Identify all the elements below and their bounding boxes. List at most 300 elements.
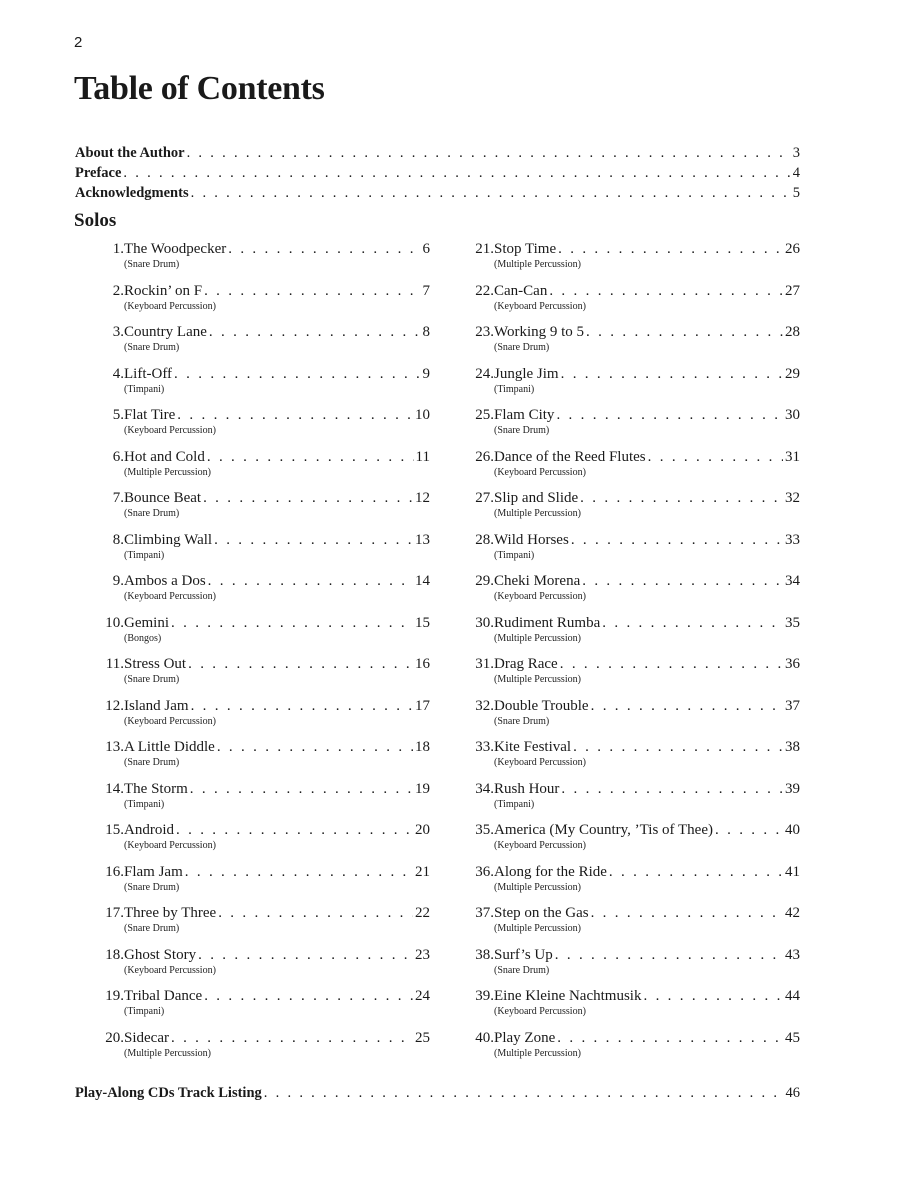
solo-entry-line	[90, 282, 430, 301]
toc-entry-page: 46	[785, 1085, 800, 1101]
solo-entry[interactable]	[460, 365, 800, 407]
solo-instrument: (Snare Drum)	[124, 881, 180, 893]
solo-entry[interactable]	[460, 572, 800, 614]
solo-entry[interactable]	[90, 614, 430, 656]
solo-number: 39.	[475, 988, 494, 1004]
dot-leader	[560, 655, 783, 674]
solo-instrument: (Multiple Percussion)	[494, 1047, 581, 1059]
solo-instrument: (Snare Drum)	[124, 757, 180, 768]
solo-title: Dance of the Reed Flutes	[494, 448, 646, 465]
solo-entry-line	[90, 531, 430, 550]
solo-instrument: (Multiple Percussion)	[124, 1047, 211, 1059]
solo-entry[interactable]	[460, 323, 800, 365]
dot-leader	[561, 365, 783, 384]
solo-number: 36.	[475, 863, 494, 880]
solo-entry[interactable]	[90, 821, 430, 863]
solo-title: America (My Country, ’Tis of Thee)	[494, 822, 713, 838]
dot-leader	[204, 282, 420, 301]
solo-page: 16	[415, 656, 430, 672]
solo-instrument: (Timpani)	[494, 798, 535, 810]
dot-leader	[191, 697, 413, 716]
solo-number: 12.	[105, 697, 124, 714]
solo-page: 35	[785, 614, 800, 631]
solo-page: 14	[415, 573, 430, 589]
solo-entry-line	[460, 904, 800, 923]
solo-number: 25.	[475, 407, 494, 423]
solo-entry-line	[460, 614, 800, 633]
solo-number: 33.	[475, 739, 494, 755]
solo-instrument: (Snare Drum)	[494, 964, 550, 976]
solo-entry[interactable]	[90, 904, 430, 946]
solo-entry[interactable]	[90, 987, 430, 1029]
solos-column-left	[90, 240, 430, 1070]
solo-number: 8.	[112, 531, 124, 548]
solo-entry[interactable]	[90, 448, 430, 490]
solo-number: 14.	[105, 780, 124, 797]
solo-title: Sidecar	[124, 1029, 169, 1046]
solo-page: 44	[785, 988, 800, 1004]
solo-instrument: (Keyboard Percussion)	[124, 591, 216, 602]
solo-instrument: (Snare Drum)	[124, 923, 180, 934]
solo-page: 13	[415, 531, 430, 548]
dot-leader	[208, 572, 413, 591]
solo-number: 6.	[112, 448, 124, 465]
solo-page: 36	[785, 656, 800, 672]
solo-entry-line	[460, 655, 800, 674]
solo-title: Flam Jam	[124, 863, 183, 880]
solo-entry-line	[460, 240, 800, 259]
solo-instrument: (Keyboard Percussion)	[124, 300, 216, 312]
solo-entry[interactable]	[460, 448, 800, 490]
solo-entry[interactable]	[90, 365, 430, 407]
solo-number: 10.	[105, 614, 124, 631]
solo-instrument: (Timpani)	[124, 383, 165, 395]
solo-page: 29	[785, 365, 800, 382]
solo-title: The Woodpecker	[124, 241, 227, 257]
solo-entry-line	[90, 987, 430, 1006]
solo-entry-line	[90, 240, 430, 259]
solo-instrument: (Keyboard Percussion)	[494, 840, 586, 851]
dot-leader	[555, 946, 783, 965]
toc-entry-label: Preface	[75, 165, 122, 181]
solo-entry[interactable]	[460, 240, 800, 282]
solo-title: Rush Hour	[494, 780, 560, 797]
solo-page: 10	[415, 407, 430, 423]
solo-page: 34	[785, 573, 800, 589]
solo-title: Kite Festival	[494, 739, 572, 755]
solo-entry-line	[460, 697, 800, 716]
dot-leader	[187, 143, 791, 163]
solo-title: Cheki Morena	[494, 573, 581, 589]
solo-entry-line	[460, 282, 800, 301]
solo-entry-line	[90, 489, 430, 508]
solo-entry[interactable]	[90, 780, 430, 822]
solo-title: Hot and Cold	[124, 448, 205, 465]
solo-number: 30.	[475, 614, 494, 631]
solo-entry[interactable]	[460, 614, 800, 656]
dot-leader	[586, 323, 783, 342]
solo-number: 31.	[475, 656, 494, 672]
solo-page: 25	[415, 1029, 430, 1046]
solo-entry-line	[90, 365, 430, 384]
solo-entry[interactable]	[90, 240, 430, 282]
solo-entry-line	[460, 946, 800, 965]
solo-number: 21.	[475, 241, 494, 257]
solo-entry-line	[90, 448, 430, 467]
toc-entry-label: About the Author	[75, 145, 185, 161]
solo-page: 30	[785, 407, 800, 423]
dot-leader	[609, 863, 783, 882]
dot-leader	[571, 531, 783, 550]
solo-entry-line	[460, 365, 800, 384]
dot-leader	[591, 697, 783, 716]
solo-entry-line	[90, 1029, 430, 1048]
solo-entry[interactable]	[90, 946, 430, 988]
solo-page: 43	[785, 946, 800, 963]
toc-entry-page: 5	[792, 185, 800, 201]
solo-instrument: (Snare Drum)	[494, 425, 550, 436]
solo-instrument: (Timpani)	[124, 549, 165, 561]
solo-instrument: (Snare Drum)	[494, 715, 550, 727]
solo-entry-line	[460, 572, 800, 591]
solo-number: 23.	[475, 324, 494, 340]
solo-title: Flam City	[494, 407, 555, 423]
solo-entry[interactable]	[460, 780, 800, 822]
solo-page: 15	[415, 614, 430, 631]
solo-entry[interactable]	[460, 406, 800, 448]
solo-entry[interactable]	[460, 282, 800, 324]
solo-title: Island Jam	[124, 697, 189, 714]
solo-number: 11.	[105, 656, 124, 672]
solo-page: 27	[785, 282, 800, 299]
solo-title: Play Zone	[494, 1029, 556, 1046]
dot-leader	[171, 614, 413, 633]
solo-page: 19	[415, 780, 430, 797]
dot-leader	[591, 904, 783, 923]
toc-entry-track-listing[interactable]	[75, 1083, 800, 1103]
solo-number: 1.	[112, 241, 124, 257]
solo-title: Step on the Gas	[494, 905, 589, 921]
solo-number: 3.	[112, 324, 124, 340]
solo-page: 41	[785, 863, 800, 880]
solo-title: Jungle Jim	[494, 365, 559, 382]
dot-leader	[715, 821, 783, 840]
solo-instrument: (Multiple Percussion)	[494, 923, 581, 934]
solo-number: 38.	[475, 946, 494, 963]
solo-number: 15.	[105, 822, 124, 838]
solo-entry[interactable]	[460, 821, 800, 863]
solo-number: 13.	[105, 739, 124, 755]
solo-title: Bounce Beat	[124, 490, 202, 506]
solo-number: 9.	[112, 573, 124, 589]
solo-entry-line	[460, 406, 800, 425]
solo-page: 45	[785, 1029, 800, 1046]
dot-leader	[209, 323, 421, 342]
solo-title: Flat Tire	[124, 407, 176, 423]
dot-leader	[557, 1029, 783, 1048]
solo-page: 37	[785, 697, 800, 714]
solo-page: 38	[785, 739, 800, 755]
solo-title: Eine Kleine Nachtmusik	[494, 988, 642, 1004]
solo-entry-line	[460, 448, 800, 467]
dot-leader	[558, 240, 783, 259]
solo-title: Country Lane	[124, 324, 207, 340]
solo-instrument: (Multiple Percussion)	[494, 674, 581, 685]
solo-entry-line	[90, 904, 430, 923]
solo-entry[interactable]	[460, 697, 800, 739]
solo-instrument: (Keyboard Percussion)	[494, 591, 586, 602]
solo-page: 28	[785, 324, 800, 340]
solo-entry-line	[90, 946, 430, 965]
dot-leader	[556, 406, 783, 425]
dot-leader	[643, 987, 783, 1006]
dot-leader	[176, 821, 413, 840]
solo-instrument: (Keyboard Percussion)	[124, 715, 216, 727]
solo-instrument: (Timpani)	[494, 549, 535, 561]
solo-entry-line	[460, 863, 800, 882]
solo-instrument: (Multiple Percussion)	[494, 632, 581, 644]
solo-instrument: (Timpani)	[124, 1006, 165, 1017]
solo-title: Ambos a Dos	[124, 573, 206, 589]
solo-instrument: (Snare Drum)	[124, 342, 180, 353]
solo-entry[interactable]	[460, 863, 800, 905]
dot-leader	[217, 738, 413, 757]
solo-instrument: (Multiple Percussion)	[494, 508, 581, 519]
solo-entry-line	[460, 821, 800, 840]
solo-title: A Little Diddle	[124, 739, 215, 755]
solo-instrument: (Bongos)	[124, 632, 162, 644]
solo-page: 9	[422, 365, 430, 382]
solo-entry-line	[90, 780, 430, 799]
solo-entry-line	[90, 406, 430, 425]
solo-entry-line	[460, 531, 800, 550]
toc-entry-preface[interactable]	[75, 163, 800, 183]
solo-instrument: (Snare Drum)	[124, 674, 180, 685]
solo-instrument: (Keyboard Percussion)	[494, 757, 586, 768]
solo-page: 26	[785, 241, 800, 257]
solo-number: 5.	[112, 407, 124, 423]
solo-page: 18	[415, 739, 430, 755]
solo-number: 26.	[475, 448, 494, 465]
solo-title: Three by Three	[124, 905, 217, 921]
solo-title: Ghost Story	[124, 946, 197, 963]
solo-instrument: (Multiple Percussion)	[494, 881, 581, 893]
dot-leader	[582, 572, 783, 591]
solo-page: 24	[415, 988, 430, 1004]
solo-title: The Storm	[124, 780, 188, 797]
solo-entry[interactable]	[460, 946, 800, 988]
solo-page: 8	[422, 324, 430, 340]
dot-leader	[580, 489, 783, 508]
solo-entry[interactable]	[460, 531, 800, 573]
dot-leader	[171, 1029, 413, 1048]
solo-entry-line	[90, 697, 430, 716]
solo-entry[interactable]	[460, 738, 800, 780]
solo-number: 35.	[475, 822, 494, 838]
solo-entry-line	[90, 821, 430, 840]
solo-page: 31	[785, 448, 800, 465]
solo-page: 22	[415, 905, 430, 921]
dot-leader	[198, 946, 413, 965]
toc-entry-page: 3	[792, 145, 800, 161]
solo-entry[interactable]	[90, 282, 430, 324]
solo-number: 32.	[475, 697, 494, 714]
dot-leader	[214, 531, 413, 550]
solo-instrument: (Timpani)	[124, 798, 165, 810]
solo-page: 6	[422, 241, 430, 257]
solo-entry[interactable]	[460, 655, 800, 697]
solo-entry[interactable]	[460, 489, 800, 531]
solo-entry-line	[460, 1029, 800, 1048]
solo-page: 20	[415, 822, 430, 838]
solo-number: 29.	[475, 573, 494, 589]
dot-leader	[177, 406, 413, 425]
solo-entry-line	[460, 987, 800, 1006]
dot-leader	[188, 655, 413, 674]
solo-title: Double Trouble	[494, 697, 589, 714]
solo-entry[interactable]	[90, 406, 430, 448]
solo-page: 23	[415, 946, 430, 963]
solo-entry[interactable]	[90, 697, 430, 739]
toc-entry-about-author[interactable]	[75, 143, 800, 163]
toc-entry-label: Acknowledgments	[75, 185, 189, 201]
solo-entry-line	[90, 323, 430, 342]
dot-leader	[174, 365, 420, 384]
solo-instrument: (Keyboard Percussion)	[494, 1006, 586, 1017]
solo-entry-line	[460, 323, 800, 342]
solo-title: Can-Can	[494, 282, 548, 299]
solo-page: 17	[415, 697, 430, 714]
solo-entry-line	[90, 738, 430, 757]
solo-entry[interactable]	[90, 738, 430, 780]
solo-number: 16.	[105, 863, 124, 880]
front-matter-list	[75, 143, 800, 203]
solo-entry[interactable]	[460, 904, 800, 946]
solo-page: 21	[415, 863, 430, 880]
page-number: 2	[74, 34, 83, 51]
solo-entry-line	[90, 655, 430, 674]
solo-title: Stop Time	[494, 241, 557, 257]
solo-number: 22.	[475, 282, 494, 299]
solo-instrument: (Keyboard Percussion)	[124, 840, 216, 851]
solo-number: 34.	[475, 780, 494, 797]
page-title: Table of Contents	[74, 70, 325, 107]
solo-number: 37.	[475, 905, 494, 921]
dot-leader	[602, 614, 783, 633]
solo-page: 12	[415, 490, 430, 506]
solo-title: Wild Horses	[494, 531, 569, 548]
solo-number: 27.	[475, 490, 494, 506]
solo-entry[interactable]	[90, 323, 430, 365]
solo-entry-line	[90, 863, 430, 882]
solo-title: Android	[124, 822, 174, 838]
solo-number: 18.	[105, 946, 124, 963]
solo-entry-line	[90, 572, 430, 591]
toc-entry-page: 4	[792, 165, 800, 181]
solo-title: Climbing Wall	[124, 531, 213, 548]
section-heading-solos: Solos	[74, 210, 117, 231]
solo-number: 2.	[112, 282, 124, 299]
dot-leader	[204, 987, 413, 1006]
solo-instrument: (Multiple Percussion)	[494, 259, 581, 270]
solo-title: Stress Out	[124, 656, 187, 672]
solo-number: 20.	[105, 1029, 124, 1046]
solo-number: 4.	[112, 365, 124, 382]
solo-entry[interactable]	[90, 655, 430, 697]
dot-leader	[123, 163, 790, 183]
solo-instrument: (Keyboard Percussion)	[124, 425, 216, 436]
solo-entry[interactable]	[460, 987, 800, 1029]
solo-number: 7.	[112, 490, 124, 506]
solo-entry[interactable]	[90, 572, 430, 614]
solo-page: 11	[415, 448, 430, 465]
dot-leader	[573, 738, 783, 757]
dot-leader	[190, 780, 413, 799]
solo-instrument: (Keyboard Percussion)	[124, 964, 216, 976]
solo-title: Along for the Ride	[494, 863, 607, 880]
solo-instrument: (Multiple Percussion)	[124, 466, 211, 478]
solo-instrument: (Keyboard Percussion)	[494, 466, 586, 478]
solo-entry[interactable]	[90, 863, 430, 905]
solo-title: Tribal Dance	[124, 988, 203, 1004]
dot-leader	[228, 240, 420, 259]
solo-entry[interactable]	[460, 1029, 800, 1071]
dot-leader	[264, 1083, 784, 1103]
solo-title: Surf’s Up	[494, 946, 553, 963]
solo-instrument: (Keyboard Percussion)	[494, 300, 586, 312]
solo-title: Drag Race	[494, 656, 558, 672]
solo-instrument: (Timpani)	[494, 383, 535, 395]
solo-entry[interactable]	[90, 489, 430, 531]
solo-entry-line	[460, 738, 800, 757]
solo-number: 17.	[105, 905, 124, 921]
dot-leader	[207, 448, 414, 467]
dot-leader	[191, 183, 791, 203]
solo-entry-line	[460, 780, 800, 799]
solo-instrument: (Snare Drum)	[124, 259, 180, 270]
dot-leader	[185, 863, 413, 882]
dot-leader	[561, 780, 783, 799]
solo-entry[interactable]	[90, 531, 430, 573]
solo-number: 40.	[475, 1029, 494, 1046]
solo-number: 24.	[475, 365, 494, 382]
solo-instrument: (Snare Drum)	[494, 342, 550, 353]
solos-column-right	[460, 240, 800, 1070]
solo-instrument: (Snare Drum)	[124, 508, 180, 519]
dot-leader	[648, 448, 783, 467]
solo-entry-line	[460, 489, 800, 508]
solo-title: Gemini	[124, 614, 169, 631]
dot-leader	[549, 282, 783, 301]
toc-entry-label: Play-Along CDs Track Listing	[75, 1085, 262, 1101]
toc-entry-acknowledgments[interactable]	[75, 183, 800, 203]
solo-page: 42	[785, 905, 800, 921]
solo-page: 40	[785, 822, 800, 838]
dot-leader	[218, 904, 413, 923]
solo-title: Rockin’ on F	[124, 282, 203, 299]
solo-title: Rudiment Rumba	[494, 614, 601, 631]
solo-title: Working 9 to 5	[494, 324, 585, 340]
solo-title: Lift-Off	[124, 365, 173, 382]
solo-number: 19.	[105, 988, 124, 1004]
dot-leader	[203, 489, 413, 508]
solo-page: 32	[785, 490, 800, 506]
solo-page: 39	[785, 780, 800, 797]
solo-number: 28.	[475, 531, 494, 548]
solo-entry[interactable]	[90, 1029, 430, 1071]
solo-entry-line	[90, 614, 430, 633]
solo-title: Slip and Slide	[494, 490, 579, 506]
